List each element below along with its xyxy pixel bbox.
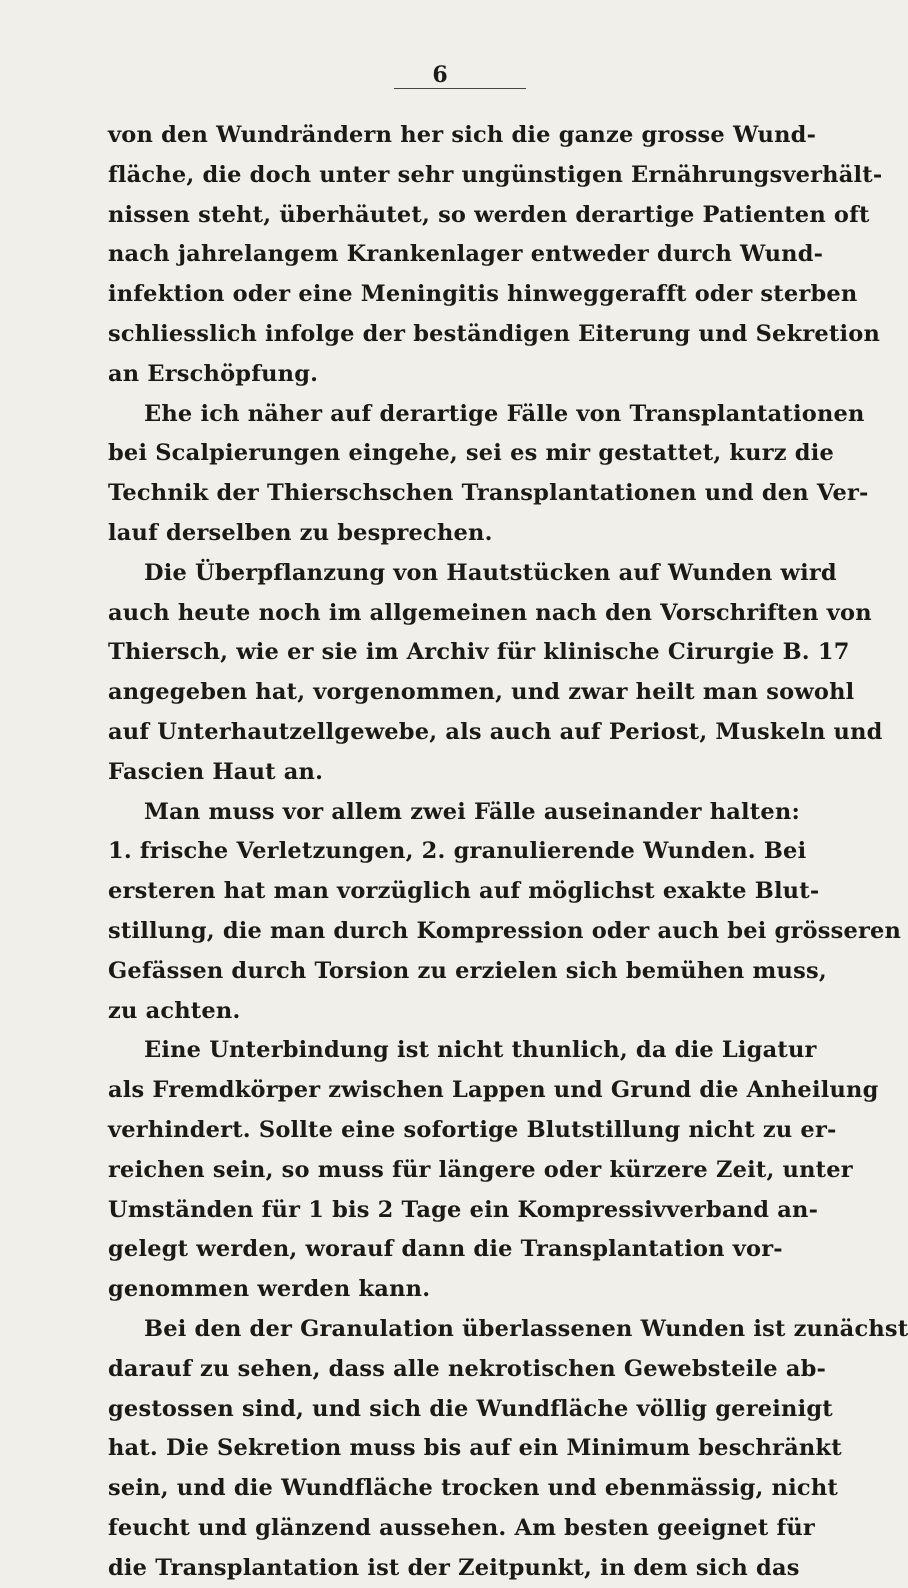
- text-line: 1. frische Verletzungen, 2. granulierende Wunden. Bei: [108, 838, 807, 865]
- text-line: Technik der Thierschschen Transplantationen und den Ver-: [108, 480, 869, 507]
- text-line: Eine Unterbindung ist nicht thunlich, da die Ligatur: [144, 1037, 817, 1064]
- text-line: auch heute noch im allgemeinen nach den Vorschriften von: [108, 599, 872, 626]
- text-line: angegeben hat, vorgenommen, und zwar heilt man sowohl: [108, 679, 855, 706]
- text-line: genommen werden kann.: [108, 1276, 431, 1303]
- text-line: infektion oder eine Meningitis hinweggerafft oder sterben: [108, 281, 858, 308]
- text-line: feucht und glänzend aussehen. Am besten geeignet für: [108, 1514, 815, 1541]
- text-line: verhindert. Sollte eine sofortige Blutstillung nicht zu er-: [108, 1116, 837, 1143]
- text-line: von den Wundrändern her sich die ganze grosse Wund-: [108, 122, 817, 148]
- text-line: stillung, die man durch Kompression oder auch bei grösseren: [108, 917, 902, 944]
- text-line: Umständen für 1 bis 2 Tage ein Kompressivverband an-: [108, 1196, 819, 1223]
- header-rule: [394, 88, 526, 89]
- text-line: Die Überpflanzung von Hautstücken auf Wunden wird: [144, 559, 837, 586]
- text-line: Bei den der Granulation überlassenen Wunden ist zunächst: [144, 1315, 908, 1342]
- text-line: sein, und die Wundfläche trocken und ebenmässig, nicht: [108, 1475, 838, 1502]
- text-line: gelegt werden, worauf dann die Transplantation vor-: [108, 1236, 783, 1263]
- text-line: Thiersch, wie er sie im Archiv für klinische Cirurgie B. 17: [108, 639, 850, 666]
- page-number: 6: [432, 62, 448, 88]
- text-line: auf Unterhautzellgewebe, als auch auf Periost, Muskeln und: [108, 718, 883, 745]
- text-line: reichen sein, so muss für längere oder kürzere Zeit, unter: [108, 1156, 853, 1183]
- text-line: Man muss vor allem zwei Fälle auseinander halten:: [144, 798, 800, 825]
- text-line: Ehe ich näher auf derartige Fälle von Transplantationen: [144, 400, 865, 427]
- text-line: nach jahrelangem Krankenlager entweder durch Wund-: [108, 241, 824, 268]
- text-line: gestossen sind, und sich die Wundfläche völlig gereinigt: [108, 1395, 833, 1422]
- text-line: darauf zu sehen, dass alle nekrotischen Gewebsteile ab-: [108, 1355, 827, 1382]
- text-line: als Fremdkörper zwischen Lappen und Grund die Anheilung: [108, 1077, 879, 1104]
- text-line: Fascien Haut an.: [108, 758, 324, 785]
- text-line: an Erschöpfung.: [108, 360, 319, 387]
- text-line: bei Scalpierungen eingehe, sei es mir gestattet, kurz die: [108, 440, 834, 467]
- text-line: Gefässen durch Torsion zu erzielen sich bemühen muss,: [108, 957, 827, 984]
- text-line: fläche, die doch unter sehr ungünstigen Ernährungsverhält-: [108, 161, 883, 188]
- text-line: zu achten.: [108, 997, 241, 1024]
- text-line: schliesslich infolge der beständigen Eiterung und Sekretion: [108, 320, 881, 347]
- text-line: hat. Die Sekretion muss bis auf ein Minimum beschränkt: [108, 1435, 842, 1462]
- text-line: die Transplantation ist der Zeitpunkt, in dem sich das: [108, 1554, 800, 1581]
- text-line: ersteren hat man vorzüglich auf möglichst exakte Blut-: [108, 878, 820, 905]
- body-text: [108, 116, 908, 1588]
- text-line: lauf derselben zu besprechen.: [108, 519, 493, 546]
- text-line: nissen steht, überhäutet, so werden derartige Patienten oft: [108, 201, 870, 228]
